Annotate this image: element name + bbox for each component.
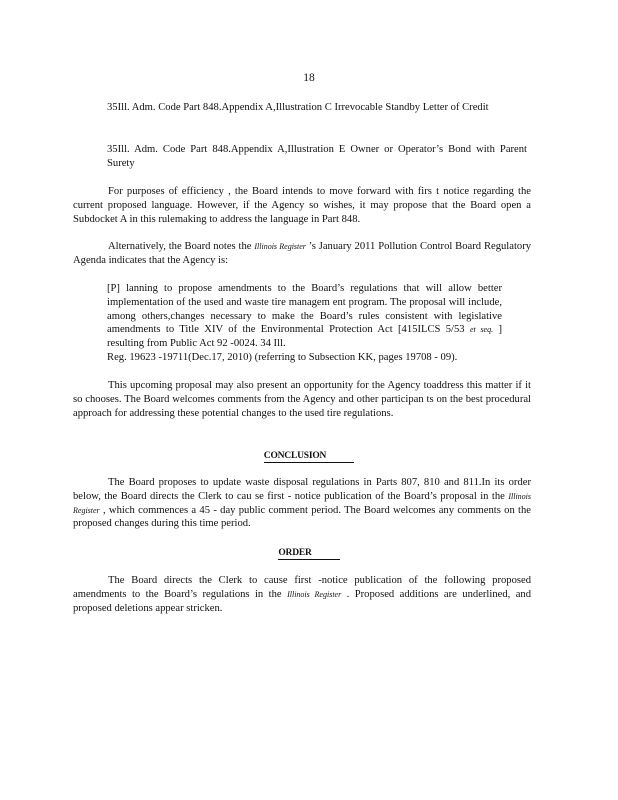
order-text-end: . Proposed additions are underlined, and proposed deletions appear stricken. <box>73 588 532 614</box>
quote-text: [P] lanning to propose amendments to the Board’s regulations that will allow better implementation of the used and waste tire managem ent program. The proposal will include, among others,changes necessary to make the Board’s rules consistent with legislative amendments to Title XIV of the Environmental Protection Act [415ILCS 5/53 <box>107 283 502 336</box>
et-seq-italic: et seq. <box>469 325 494 335</box>
opportunity-paragraph: This upcoming proposal may also present an opportunity for the Agency toaddress this matter if it so chooses. The Board welcomes comments from the Agency and other participan ts on the best procedural approach for addressing these potential changes to the used tire regulations. <box>73 380 531 419</box>
conclusion-heading <box>0 450 618 463</box>
order-text-start: The Board directs the Clerk to cause first -notice publication of the following proposed amendments to the Board’s regulations in the <box>73 575 531 600</box>
alternatively-paragraph <box>73 240 531 268</box>
order-paragraph <box>73 574 531 615</box>
citation-illustration-c: 35Ill. Adm. Code Part 848.Appendix A,Illustration C Irrevocable Standby Letter of Credit <box>107 102 489 113</box>
quote-text-tail: ] resulting from Public Act 92 -0024. 34 Ill. <box>107 324 503 350</box>
conclusion-text-end: , which commences a 45 - day public comment period. The Board welcomes any comments on the proposed changes during this time period. <box>73 504 531 530</box>
citation-illustration-e: 35Ill. Adm. Code Part 848.Appendix A,Illustration E Owner or Operator’s Bond with Parent Surety <box>107 144 527 169</box>
illinois-register-italic: Illinois Register <box>73 491 531 515</box>
illinois-register-italic: Illinois Register <box>254 242 306 251</box>
conclusion-heading-text: CONCLUSION <box>264 450 354 463</box>
alternatively-text-start: Alternatively, the Board notes the <box>108 241 255 252</box>
conclusion-paragraph <box>73 476 531 531</box>
order-heading-text: ORDER <box>278 547 339 560</box>
conclusion-text-start: The Board proposes to update waste disposal regulations in Parts 807, 810 and 811.In its order below, the Board directs the Clerk to cau se first - notice publication of the Board’s proposal in the <box>73 477 531 502</box>
block-quote-citation: Reg. 19623 -19711(Dec.17, 2010) (referring to Subsection KK, pages 19708 - 09). <box>107 352 458 363</box>
alternatively-text-end: ’s January 2011 Pollution Control Board Regulatory Agenda indicates that the Agency is: <box>73 241 532 266</box>
order-heading <box>0 547 618 560</box>
illinois-register-italic: Illinois Register <box>287 589 342 599</box>
block-quote <box>107 282 502 351</box>
efficiency-paragraph: For purposes of efficiency , the Board intends to move forward with firs t notice regarding the current proposed language. However, if the Agency so wishes, it may propose that the Board open a Subdocket A in this rulemaking to address the language in Part 848. <box>73 186 531 225</box>
page-number: 18 <box>303 72 315 84</box>
